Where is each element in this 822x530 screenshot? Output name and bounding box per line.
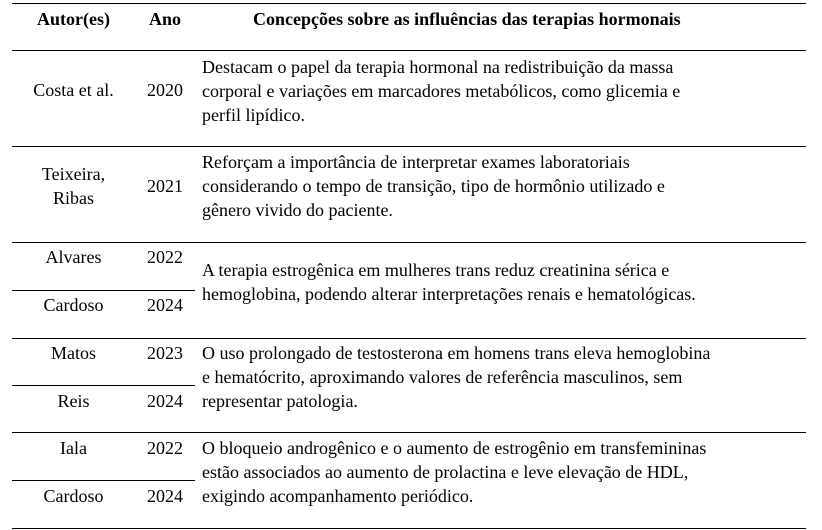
header-author: Autor(es): [37, 9, 110, 29]
row-2-author-line-1: Teixeira,: [41, 164, 106, 184]
row-3-year-2: 2024: [147, 295, 183, 315]
row-3-author-2: Cardoso: [43, 295, 104, 315]
row-divider-4: [12, 432, 806, 433]
row-4-description-line-1: O uso prolongado de testosterona em homens trans eleva hemoglobina: [202, 343, 711, 363]
row-4-description-line-2: e hematócrito, aproximando valores de referência masculinos, sem: [202, 367, 683, 387]
sub-row-divider-5: [12, 480, 195, 481]
row-5-author-1: Iala: [60, 438, 87, 458]
row-1-author: Costa et al.: [33, 80, 114, 100]
row-5-description-line-3: exigindo acompanhamento periódico.: [202, 486, 474, 506]
row-5-year-1: 2022: [147, 438, 183, 458]
row-2-year: 2021: [147, 176, 183, 196]
row-2-description-line-3: gênero vivido do paciente.: [202, 200, 393, 220]
row-3-author-1: Alvares: [45, 247, 102, 267]
row-5-description-line-2: estão associados ao aumento de prolactina e leve elevação de HDL,: [202, 462, 689, 482]
row-2-description-line-2: considerando o tempo de transição, tipo de hormônio utilizado e: [202, 176, 665, 196]
row-5-author-2: Cardoso: [43, 486, 104, 506]
header-conception: Concepções sobre as influências das terapias hormonais: [253, 9, 681, 29]
row-4-author-2: Reis: [57, 391, 90, 411]
row-4-description-line-3: representar patologia.: [202, 391, 358, 411]
row-4-year-1: 2023: [147, 343, 183, 363]
row-5-year-2: 2024: [147, 486, 183, 506]
row-1-year: 2020: [147, 80, 183, 100]
row-3-description-line-1: A terapia estrogênica em mulheres trans reduz creatinina sérica e: [202, 260, 670, 280]
row-2-author-line-2: Ribas: [52, 188, 94, 208]
row-4-author-1: Matos: [51, 343, 96, 363]
row-2-description-line-1: Reforçam a importância de interpretar exames laboratoriais: [202, 152, 630, 172]
header-bottom-rule: [12, 50, 806, 51]
sub-row-divider-4: [12, 385, 195, 386]
table-top-rule: [12, 3, 806, 4]
row-1-description-line-1: Destacam o papel da terapia hormonal na redistribuição da massa: [202, 57, 674, 77]
row-1-description-line-2: corporal e variações em marcadores metabólicos, como glicemia e: [202, 81, 681, 101]
row-4-year-2: 2024: [147, 391, 183, 411]
row-3-year-1: 2022: [147, 247, 183, 267]
sub-row-divider-3: [12, 290, 195, 291]
row-3-description-line-2: hemoglobina, podendo alterar interpretações renais e hematológicas.: [202, 284, 696, 304]
row-divider-3: [12, 338, 806, 339]
row-1-description-line-3: perfil lipídico.: [202, 105, 305, 125]
header-year: Ano: [148, 9, 181, 29]
row-divider-1: [12, 146, 806, 147]
row-5-description-line-1: O bloqueio androgênico e o aumento de estrogênio em transfemininas: [202, 438, 707, 458]
row-divider-2: [12, 242, 806, 243]
table-bottom-rule: [12, 528, 806, 529]
